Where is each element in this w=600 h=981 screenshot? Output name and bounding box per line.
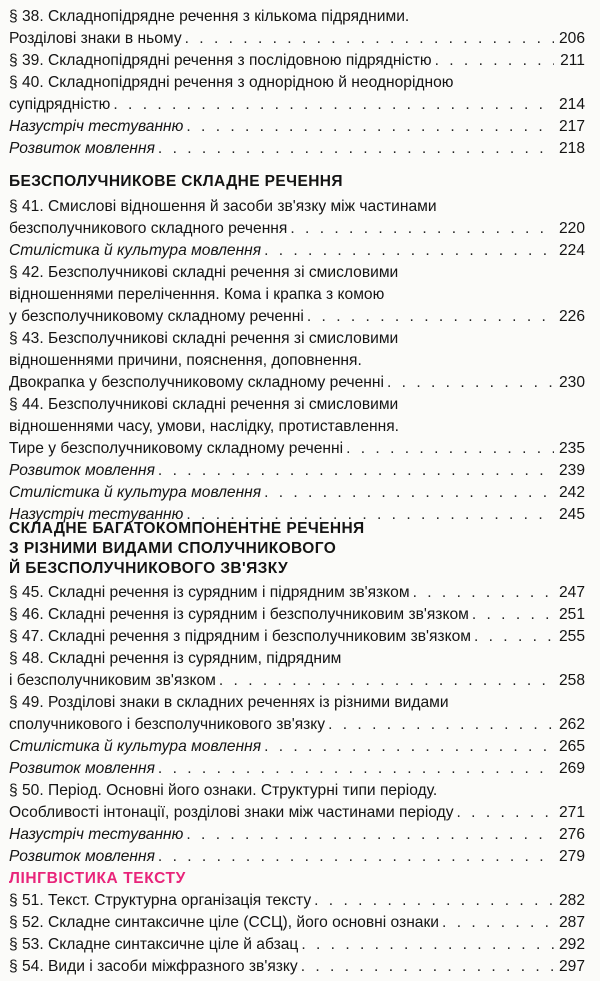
toc-dot-leader bbox=[435, 50, 554, 72]
toc-entry-text: Назустріч тестуванню bbox=[9, 118, 184, 135]
toc-page-number: 245 bbox=[558, 506, 585, 523]
toc-entry-text: § 50. Період. Основні його ознаки. Структурні типи періоду. bbox=[9, 782, 438, 799]
toc-entry[interactable] bbox=[9, 328, 585, 394]
toc-entry[interactable] bbox=[9, 196, 585, 240]
toc-entry-line bbox=[9, 394, 585, 416]
toc-dot-leader bbox=[186, 116, 554, 138]
toc-entry-text: Розвиток мовлення bbox=[9, 760, 155, 777]
toc-entry-line bbox=[9, 780, 585, 802]
toc-entry-line bbox=[9, 692, 585, 714]
toc-dot-leader bbox=[264, 736, 554, 758]
toc-entry-text: § 52. Складне синтаксичне ціле (ССЦ), його основні ознаки bbox=[9, 914, 440, 931]
toc-page-number: 265 bbox=[558, 738, 585, 755]
toc-page-number: 242 bbox=[558, 484, 585, 501]
toc-entry[interactable] bbox=[9, 6, 585, 50]
toc-page-number: 226 bbox=[558, 308, 585, 325]
toc-entry[interactable] bbox=[9, 582, 585, 604]
toc-dot-leader bbox=[413, 582, 554, 604]
toc-page-number: 211 bbox=[560, 52, 585, 69]
toc-page-number: 224 bbox=[558, 242, 585, 259]
toc-page-number: 230 bbox=[558, 374, 585, 391]
toc-entry-line bbox=[9, 218, 585, 240]
toc-page-number: 282 bbox=[558, 892, 585, 909]
toc-entry-text: безсполучникового складного речення bbox=[9, 220, 288, 237]
toc-entry-text: Стилістика й культура мовлення bbox=[9, 242, 262, 259]
toc-entry[interactable] bbox=[9, 482, 585, 504]
toc-dot-leader bbox=[158, 758, 554, 780]
toc-entry-line bbox=[9, 350, 585, 372]
toc-dot-leader bbox=[474, 626, 554, 648]
toc-entry-text: відношеннями часу, умови, наслідку, протиставлення. bbox=[9, 418, 399, 435]
toc-entry-line bbox=[9, 240, 585, 262]
toc-entry-line bbox=[9, 138, 585, 160]
toc-page-number: 271 bbox=[558, 804, 585, 821]
toc-entry-text: § 44. Безсполучникові складні речення зі смисловими bbox=[9, 396, 399, 413]
toc-dot-leader bbox=[186, 824, 554, 846]
toc-entry[interactable] bbox=[9, 846, 585, 868]
toc-entry-text: Розвиток мовлення bbox=[9, 140, 155, 157]
toc-dot-leader bbox=[158, 846, 554, 868]
toc-entry-text: супідрядністю bbox=[9, 96, 111, 113]
toc-entry[interactable] bbox=[9, 692, 585, 736]
toc-entry-text: § 51. Текст. Структурна організація тексту bbox=[9, 892, 312, 909]
section-heading-text-linguistics bbox=[9, 869, 186, 889]
toc-entry-text: § 48. Складні речення із сурядним, підрядним bbox=[9, 650, 342, 667]
toc-entry[interactable] bbox=[9, 460, 585, 482]
toc-entry-line bbox=[9, 262, 585, 284]
heading-line: БЕЗСПОЛУЧНИКОВЕ СКЛАДНЕ РЕЧЕННЯ bbox=[9, 173, 343, 190]
toc-dot-leader bbox=[113, 94, 554, 116]
toc-page-number: 247 bbox=[558, 584, 585, 601]
toc-entry-text: Стилістика й культура мовлення bbox=[9, 738, 262, 755]
toc-entry-text: Розвиток мовлення bbox=[9, 848, 155, 865]
toc-entry[interactable] bbox=[9, 758, 585, 780]
toc-entry-text: Двокрапка у безсполучниковому складному реченні bbox=[9, 374, 384, 391]
toc-entry-text: § 42. Безсполучникові складні речення зі смисловими bbox=[9, 264, 399, 281]
toc-entry-text: § 41. Смислові відношення й засоби зв'язку між частинами bbox=[9, 198, 437, 215]
toc-dot-leader bbox=[314, 890, 554, 912]
toc-page-number: 258 bbox=[558, 672, 585, 689]
toc-dot-leader bbox=[307, 306, 554, 328]
toc-entry-text: Особливості інтонації, розділові знаки між частинами періоду bbox=[9, 804, 454, 821]
toc-entry-text: § 39. Складнопідрядні речення з послідовною підрядністю bbox=[9, 52, 432, 69]
toc-entry-line bbox=[9, 758, 585, 780]
toc-entry-line bbox=[9, 956, 585, 978]
toc-entry[interactable] bbox=[9, 912, 585, 934]
toc-entry-line bbox=[9, 890, 585, 912]
toc-entry-text: § 38. Складнопідрядне речення з кількома підрядними. bbox=[9, 8, 410, 25]
toc-entry-text: Назустріч тестуванню bbox=[9, 826, 184, 843]
toc-page-number: 262 bbox=[558, 716, 585, 733]
toc-dot-leader bbox=[328, 714, 554, 736]
toc-entry-line bbox=[9, 604, 585, 626]
toc-entry-text: § 43. Безсполучникові складні речення зі смисловими bbox=[9, 330, 399, 347]
toc-entry-line bbox=[9, 802, 585, 824]
toc-page-number: 292 bbox=[558, 936, 585, 953]
toc-entry-text: Розвиток мовлення bbox=[9, 462, 155, 479]
toc-entry[interactable] bbox=[9, 116, 585, 138]
toc-entry-line bbox=[9, 116, 585, 138]
toc-entry-line bbox=[9, 28, 585, 50]
toc-entry[interactable] bbox=[9, 736, 585, 758]
toc-entry-line bbox=[9, 328, 585, 350]
toc-entry-text: § 49. Розділові знаки в складних реченнях із різними видами bbox=[9, 694, 449, 711]
toc-entry-text: Назустріч тестуванню bbox=[9, 506, 184, 523]
toc-dot-leader bbox=[442, 912, 554, 934]
toc-entry[interactable] bbox=[9, 934, 585, 956]
toc-entry[interactable] bbox=[9, 50, 585, 72]
toc-page-number: 217 bbox=[558, 118, 585, 135]
toc-entry-text: Тире у безсполучниковому складному реченні bbox=[9, 440, 344, 457]
toc-entry-text: сполучникового і безсполучникового зв'язку bbox=[9, 716, 326, 733]
toc-entry[interactable] bbox=[9, 890, 585, 912]
toc-entry-line bbox=[9, 94, 585, 116]
toc-dot-leader bbox=[264, 240, 554, 262]
toc-page-number: 218 bbox=[558, 140, 585, 157]
toc-page-number: 235 bbox=[558, 440, 585, 457]
toc-entry[interactable] bbox=[9, 72, 585, 116]
toc-entry-text: § 45. Складні речення із сурядним і підрядним зв'язком bbox=[9, 584, 410, 601]
toc-entry-line bbox=[9, 72, 585, 94]
toc-entry-line bbox=[9, 6, 585, 28]
toc-entry-line bbox=[9, 934, 585, 956]
toc-entry[interactable] bbox=[9, 626, 585, 648]
toc-entry-text: відношеннями причини, пояснення, доповнення. bbox=[9, 352, 362, 369]
toc-entry[interactable] bbox=[9, 956, 585, 978]
toc-entry-line bbox=[9, 582, 585, 604]
toc-entry-line bbox=[9, 196, 585, 218]
toc-dot-leader bbox=[185, 28, 554, 50]
toc-dot-leader bbox=[219, 670, 554, 692]
toc-entry-text: і безсполучниковим зв'язком bbox=[9, 672, 216, 689]
toc-page-number: 287 bbox=[558, 914, 585, 931]
toc-entry-line bbox=[9, 648, 585, 670]
heading-line: З РІЗНИМИ ВИДАМИ СПОЛУЧНИКОВОГО bbox=[9, 540, 337, 557]
toc-entry-line bbox=[9, 912, 585, 934]
toc-entry-line bbox=[9, 460, 585, 482]
toc-entry[interactable] bbox=[9, 240, 585, 262]
toc-dot-leader bbox=[301, 956, 554, 978]
toc-entry-line bbox=[9, 372, 585, 394]
toc-page-number: 297 bbox=[558, 958, 585, 975]
toc-entry-line bbox=[9, 416, 585, 438]
heading-line: ЛІНГВІСТИКА ТЕКСТУ bbox=[9, 870, 186, 887]
toc-page-number: 220 bbox=[558, 220, 585, 237]
toc-page-number: 206 bbox=[558, 30, 585, 47]
section-heading-asyndetic bbox=[9, 172, 343, 192]
heading-line: Й БЕЗСПОЛУЧНИКОВОГО ЗВ'ЯЗКУ bbox=[9, 560, 289, 577]
toc-dot-leader bbox=[472, 604, 554, 626]
heading-line: СКЛАДНЕ БАГАТОКОМПОНЕНТНЕ РЕЧЕННЯ bbox=[9, 520, 365, 537]
toc-entry-line bbox=[9, 714, 585, 736]
toc-entry[interactable] bbox=[9, 604, 585, 626]
toc-dot-leader bbox=[346, 438, 554, 460]
toc-dot-leader bbox=[158, 460, 554, 482]
toc-page-number: 214 bbox=[558, 96, 585, 113]
toc-page-number: 255 bbox=[558, 628, 585, 645]
toc-dot-leader bbox=[264, 482, 554, 504]
toc-entry[interactable] bbox=[9, 138, 585, 160]
toc-page-number: 239 bbox=[558, 462, 585, 479]
toc-entry-text: § 54. Види і засоби міжфразного зв'язку bbox=[9, 958, 298, 975]
toc-entry-line bbox=[9, 50, 585, 72]
toc-entry-line bbox=[9, 846, 585, 868]
toc-entry-line bbox=[9, 824, 585, 846]
toc-entry-line bbox=[9, 438, 585, 460]
toc-entry[interactable] bbox=[9, 262, 585, 328]
section-heading-multicomponent bbox=[9, 519, 365, 579]
toc-dot-leader bbox=[158, 138, 554, 160]
toc-entry[interactable] bbox=[9, 394, 585, 460]
toc-page-number: 276 bbox=[558, 826, 585, 843]
toc-entry-line bbox=[9, 482, 585, 504]
toc-entry[interactable] bbox=[9, 780, 585, 824]
toc-page-number: 269 bbox=[558, 760, 585, 777]
toc-page-number: 251 bbox=[558, 606, 585, 623]
toc-entry-text: § 47. Складні речення з підрядним і безсполучниковим зв'язком bbox=[9, 628, 471, 645]
toc-entry-text: § 53. Складне синтаксичне ціле й абзац bbox=[9, 936, 299, 953]
toc-entry-line bbox=[9, 626, 585, 648]
toc-dot-leader bbox=[387, 372, 554, 394]
toc-entry[interactable] bbox=[9, 648, 585, 692]
toc-entry-line bbox=[9, 306, 585, 328]
toc-page-number: 279 bbox=[558, 848, 585, 865]
toc-entry-text: Стилістика й культура мовлення bbox=[9, 484, 262, 501]
toc-dot-leader bbox=[301, 934, 554, 956]
toc-entry-text: відношеннями переліченння. Кома і крапка з комою bbox=[9, 286, 385, 303]
toc-dot-leader bbox=[457, 802, 554, 824]
toc-entry-text: § 40. Складнопідрядні речення з однорідною й неоднорідною bbox=[9, 74, 454, 91]
toc-entry-text: у безсполучниковому складному реченні bbox=[9, 308, 304, 325]
toc-entry-text: Розділові знаки в ньому bbox=[9, 30, 182, 47]
toc-entry-text: § 46. Складні речення із сурядним і безсполучниковим зв'язком bbox=[9, 606, 469, 623]
toc-entry-line bbox=[9, 284, 585, 306]
toc-entry-line bbox=[9, 736, 585, 758]
toc-entry-line bbox=[9, 670, 585, 692]
toc-entry[interactable] bbox=[9, 824, 585, 846]
toc-dot-leader bbox=[290, 218, 554, 240]
